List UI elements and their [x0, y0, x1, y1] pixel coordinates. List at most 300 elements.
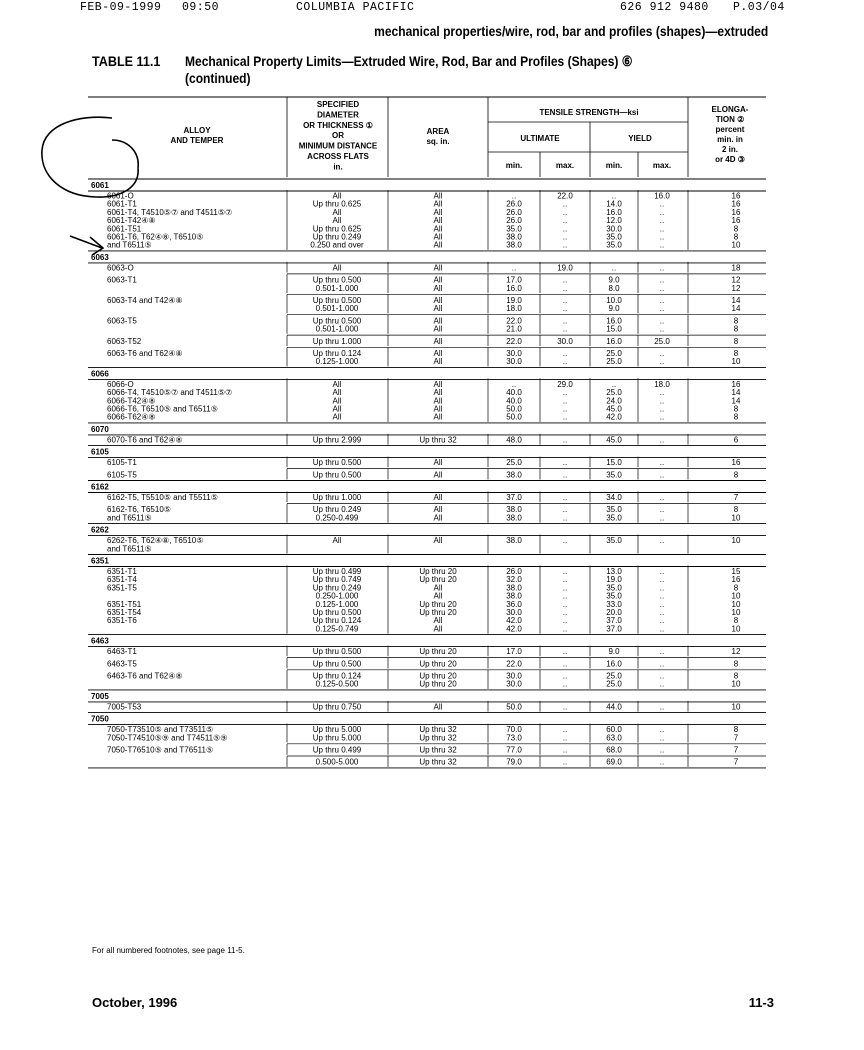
row-elongation: 8 [733, 349, 739, 358]
row-ultimate-max: .. [562, 470, 568, 480]
row-yield-max: .. [659, 745, 665, 755]
header-elongation-text: TION ② [715, 115, 745, 124]
row-elongation: 8 [733, 336, 739, 346]
row-yield-max: .. [659, 733, 665, 743]
row-ultimate-min: 42.0 [506, 616, 522, 626]
row-area: Up thru 20 [419, 567, 457, 576]
row-ultimate-max: .. [562, 316, 568, 326]
row-diameter: Up thru 1.000 [312, 336, 362, 346]
row-ultimate-max: .. [562, 404, 568, 414]
row-ultimate-min: 48.0 [506, 435, 522, 445]
row-elongation: 12 [731, 647, 741, 657]
row-ultimate-min: .. [511, 191, 517, 201]
header-area-text: AREA [426, 127, 450, 136]
row-yield-min: 35.0 [606, 240, 622, 250]
fax-phone: 626 912 9480 [620, 1, 709, 14]
row-diameter: Up thru 0.249 [312, 232, 362, 242]
row-yield-max: .. [659, 296, 665, 305]
row-ultimate-min: 50.0 [506, 404, 522, 414]
row-ultimate-min: 30.0 [506, 357, 522, 367]
row-diameter: Up thru 0.249 [312, 505, 362, 515]
row-alloy: 7050-T73510⑤ and T73511⑤ [107, 725, 214, 735]
section-title: 6063 [91, 252, 109, 262]
row-area: All [433, 336, 443, 346]
row-diameter: All [332, 207, 342, 217]
row-elongation: 12 [731, 283, 741, 293]
header-diameter-text: in. [333, 162, 343, 172]
row-ultimate-max: .. [562, 757, 568, 767]
footnote: For all numbered footnotes, see page 11-5. [92, 946, 245, 955]
row-alloy: 6162-T5, T5510⑤ and T5511⑤ [107, 493, 218, 502]
row-ultimate-max: 29.0 [557, 379, 573, 389]
header-elongation-text: ELONGA- [711, 105, 749, 114]
table-title-line-1: Mechanical Property Limits—Extruded Wire, Rod, Bar and Profiles (Shapes) ⑥ [185, 53, 633, 69]
row-diameter: Up thru 0.500 [312, 470, 362, 480]
row-alloy: 6061-T1 [107, 199, 137, 209]
row-elongation: 14 [731, 396, 741, 406]
row-elongation: 16 [731, 458, 741, 468]
row-elongation: 16 [731, 191, 741, 201]
row-yield-min: 8.0 [608, 283, 620, 293]
row-ultimate-min: 38.0 [506, 513, 522, 523]
row-ultimate-max: 19.0 [557, 263, 573, 273]
row-diameter: Up thru 5.000 [312, 733, 362, 743]
row-area: Up thru 20 [419, 647, 457, 657]
row-diameter: 0.501-1.000 [315, 304, 359, 314]
section-title: 6351 [91, 556, 109, 566]
row-alloy: 6351-T54 [107, 608, 142, 617]
row-alloy: 6463-T5 [107, 659, 137, 669]
row-alloy: 6162-T6, T6510⑤ [107, 505, 171, 515]
row-area: All [433, 536, 443, 546]
row-ultimate-max: .. [562, 659, 568, 669]
row-ultimate-min: 77.0 [506, 745, 522, 755]
row-yield-min: 45.0 [606, 404, 622, 414]
row-elongation: 8 [733, 412, 739, 422]
row-alloy: 6105-T5 [107, 470, 137, 480]
row-diameter: Up thru 0.750 [312, 702, 362, 712]
row-yield-min: 37.0 [606, 616, 622, 626]
row-yield-max: .. [659, 224, 665, 234]
row-ultimate-min: 30.0 [506, 349, 522, 358]
row-diameter: Up thru 0.124 [312, 671, 362, 681]
row-yield-max: .. [659, 647, 665, 657]
row-yield-max: .. [659, 599, 665, 609]
row-yield-min: 14.0 [606, 199, 622, 209]
row-ultimate-min: 26.0 [506, 216, 522, 226]
row-yield-max: .. [659, 567, 665, 576]
row-elongation: 16 [731, 216, 741, 226]
header-area-text: sq. in. [426, 137, 450, 146]
row-alloy: 6066-T42④⑧ [107, 396, 156, 406]
header-alloy-text: ALLOY [183, 126, 211, 135]
row-yield-min: 35.0 [606, 591, 622, 601]
row-ultimate-min: 36.0 [506, 599, 522, 609]
fax-date: FEB-09-1999 [80, 1, 162, 14]
row-ultimate-min: .. [511, 263, 517, 273]
row-yield-max: 25.0 [654, 336, 670, 346]
row-yield-max: .. [659, 702, 665, 712]
row-ultimate-max: .. [562, 513, 568, 523]
row-alloy: 7005-T53 [107, 702, 142, 712]
row-ultimate-max: .. [562, 733, 568, 743]
header-ultimate: ULTIMATE [520, 134, 560, 143]
header-diameter-text: SPECIFIED [316, 100, 360, 109]
row-elongation: 8 [733, 725, 739, 735]
row-diameter: 0.501-1.000 [315, 324, 359, 334]
row-area: All [433, 199, 443, 209]
row-yield-max: .. [659, 513, 665, 523]
row-elongation: 7 [733, 745, 739, 755]
row-ultimate-max: .. [562, 702, 568, 712]
row-ultimate-max: .. [562, 216, 568, 226]
row-yield-min: 25.0 [606, 388, 622, 398]
row-ultimate-max: .. [562, 283, 568, 293]
row-elongation: 7 [733, 493, 739, 502]
row-diameter: All [332, 396, 342, 406]
row-ultimate-min: 50.0 [506, 702, 522, 712]
row-yield-min: 37.0 [606, 624, 622, 634]
row-yield-max: .. [659, 263, 665, 273]
row-alloy: 6351-T51 [107, 599, 142, 609]
row-diameter: Up thru 0.500 [312, 659, 362, 669]
row-elongation: 10 [731, 624, 741, 634]
row-ultimate-max: .. [562, 224, 568, 234]
row-area: All [433, 216, 443, 226]
row-yield-min: 35.0 [606, 232, 622, 242]
row-diameter: Up thru 0.749 [312, 575, 362, 585]
row-elongation: 18 [731, 263, 741, 273]
row-elongation: 10 [731, 599, 741, 609]
row-yield-min: 35.0 [606, 470, 622, 480]
row-yield-min: 16.0 [606, 207, 622, 217]
row-elongation: 10 [731, 513, 741, 523]
row-ultimate-max: .. [562, 207, 568, 217]
row-elongation: 10 [731, 591, 741, 601]
row-area: All [433, 207, 443, 217]
row-area: All [433, 583, 443, 593]
row-ultimate-max: .. [562, 458, 568, 468]
row-ultimate-max: .. [562, 567, 568, 576]
row-ultimate-min: 38.0 [506, 505, 522, 515]
row-elongation: 14 [731, 296, 741, 305]
row-elongation: 8 [733, 470, 739, 480]
row-yield-min: 24.0 [606, 396, 622, 406]
row-ultimate-max: .. [562, 232, 568, 242]
table-number: TABLE 11.1 [92, 53, 161, 69]
row-diameter: Up thru 0.500 [312, 296, 362, 305]
row-ultimate-min: 22.0 [506, 336, 522, 346]
row-ultimate-max: .. [562, 536, 568, 546]
row-alloy: 6066-T4, T4510⑤⑦ and T4511⑤⑦ [107, 388, 233, 398]
row-elongation: 10 [731, 702, 741, 712]
row-ultimate-max: .. [562, 357, 568, 367]
section-title: 6105 [91, 447, 109, 457]
row-ultimate-min: .. [511, 379, 517, 389]
section-title: 6070 [91, 424, 109, 434]
row-yield-min: 9.0 [608, 275, 620, 285]
row-ultimate-max: .. [562, 647, 568, 657]
header-alloy-text: AND TEMPER [170, 136, 224, 145]
row-yield-max: .. [659, 412, 665, 422]
row-alloy: 6463-T1 [107, 647, 137, 657]
row-alloy: 6463-T6 and T62④⑧ [107, 671, 183, 681]
row-alloy: 6063-T1 [107, 275, 137, 285]
row-yield-max: .. [659, 659, 665, 669]
row-yield-max: .. [659, 608, 665, 617]
row-ultimate-min: 79.0 [506, 757, 522, 767]
row-yield-max: .. [659, 207, 665, 217]
row-elongation: 10 [731, 240, 741, 250]
row-ultimate-max: .. [562, 679, 568, 689]
row-elongation: 8 [733, 224, 739, 234]
row-ultimate-min: 38.0 [506, 240, 522, 250]
row-area: All [433, 493, 443, 502]
row-yield-max: .. [659, 275, 665, 285]
row-elongation: 7 [733, 733, 739, 743]
row-elongation: 8 [733, 316, 739, 326]
row-area: All [433, 513, 443, 523]
row-yield-max: .. [659, 671, 665, 681]
row-yield-min: 9.0 [608, 647, 620, 657]
row-yield-min: 16.0 [606, 316, 622, 326]
row-diameter: Up thru 0.500 [312, 316, 362, 326]
table-title-line-2: (continued) [185, 70, 251, 86]
row-ultimate-max: .. [562, 505, 568, 515]
row-yield-max: 16.0 [654, 191, 670, 201]
row-area: Up thru 20 [419, 671, 457, 681]
row-diameter: Up thru 0.500 [312, 608, 362, 617]
row-elongation: 6 [733, 435, 739, 445]
row-area: All [433, 316, 443, 326]
row-ultimate-min: 37.0 [506, 493, 522, 502]
row-area: All [433, 349, 443, 358]
row-yield-max: .. [659, 458, 665, 468]
row-diameter: Up thru 1.000 [312, 493, 362, 502]
row-diameter: All [332, 216, 342, 226]
header-elongation-text: min. in [717, 135, 743, 144]
row-area: All [433, 357, 443, 367]
row-yield-min: 15.0 [606, 458, 622, 468]
row-alloy: 6061-T6, T62④⑧, T6510⑤ [107, 232, 204, 242]
row-alloy: and T6511⑤ [107, 513, 152, 523]
section-title: 6463 [91, 636, 109, 646]
row-ultimate-min: 38.0 [506, 536, 522, 546]
row-elongation: 15 [731, 567, 741, 576]
row-area: Up thru 32 [419, 725, 457, 735]
row-ultimate-min: 40.0 [506, 388, 522, 398]
row-diameter: Up thru 2.999 [312, 435, 362, 445]
row-yield-min: 35.0 [606, 583, 622, 593]
running-head: mechanical properties/wire, rod, bar and profiles (shapes)—extruded [373, 23, 768, 39]
row-yield-min: 19.0 [606, 575, 622, 585]
row-yield-max: .. [659, 349, 665, 358]
row-yield-min: 25.0 [606, 671, 622, 681]
row-area: All [433, 505, 443, 515]
row-ultimate-min: 22.0 [506, 316, 522, 326]
header-elongation-text: percent [715, 125, 745, 134]
header-diameter-text: OR [332, 131, 344, 141]
fax-time: 09:50 [182, 1, 220, 14]
row-diameter: All [332, 412, 342, 422]
section-title: 6262 [91, 525, 109, 535]
row-ultimate-min: 18.0 [506, 304, 522, 314]
row-elongation: 8 [733, 324, 739, 334]
row-diameter: 0.125-0.749 [315, 624, 359, 634]
row-yield-max: .. [659, 536, 665, 546]
row-area: All [433, 263, 443, 273]
header-diameter-text: DIAMETER [317, 110, 359, 120]
row-yield-max: .. [659, 725, 665, 735]
row-elongation: 14 [731, 304, 741, 314]
header-elongation-text: 2 in. [721, 145, 739, 154]
row-ultimate-min: 38.0 [506, 591, 522, 601]
row-elongation: 8 [733, 232, 739, 242]
row-diameter: All [332, 404, 342, 414]
row-diameter: 0.500-5.000 [315, 757, 359, 767]
row-area: All [433, 240, 443, 250]
row-area: Up thru 32 [419, 745, 457, 755]
row-diameter: 0.250-1.000 [315, 591, 359, 601]
row-yield-min: 25.0 [606, 357, 622, 367]
row-elongation: 14 [731, 388, 741, 398]
row-ultimate-min: 32.0 [506, 575, 522, 585]
section-title: 6066 [91, 369, 109, 379]
row-yield-min: .. [611, 191, 617, 201]
row-area: All [433, 702, 443, 712]
row-yield-max: .. [659, 316, 665, 326]
header-ultimate-min: min. [505, 161, 523, 170]
row-area: All [433, 616, 443, 626]
row-area: Up thru 32 [419, 435, 457, 445]
row-ultimate-min: 16.0 [506, 283, 522, 293]
row-diameter: Up thru 0.500 [312, 458, 362, 468]
row-yield-max: .. [659, 470, 665, 480]
row-yield-min: 35.0 [606, 536, 622, 546]
row-yield-max: .. [659, 591, 665, 601]
row-diameter: 0.125-1.000 [315, 599, 359, 609]
row-alloy: 6066-T62④⑧ [107, 412, 156, 422]
row-alloy: 6262-T6, T62④⑧, T6510⑤ [107, 536, 204, 546]
row-elongation: 8 [733, 505, 739, 515]
row-diameter: Up thru 5.000 [312, 725, 362, 735]
row-yield-max: .. [659, 624, 665, 634]
row-ultimate-max: 30.0 [557, 336, 573, 346]
row-diameter: 0.125-0.500 [315, 679, 359, 689]
row-area: All [433, 296, 443, 305]
row-ultimate-min: 50.0 [506, 412, 522, 422]
row-yield-max: .. [659, 304, 665, 314]
row-alloy: and T6511⑤ [107, 544, 152, 554]
row-yield-max: 18.0 [654, 379, 670, 389]
row-diameter: All [332, 536, 342, 546]
row-elongation: 10 [731, 536, 741, 546]
row-alloy: 6351-T1 [107, 567, 137, 576]
row-area: All [433, 224, 443, 234]
row-diameter: Up thru 0.499 [312, 567, 362, 576]
row-yield-max: .. [659, 283, 665, 293]
row-alloy: 6063-O [107, 263, 134, 273]
row-elongation: 16 [731, 207, 741, 217]
row-area: All [433, 591, 443, 601]
row-yield-min: 25.0 [606, 679, 622, 689]
row-yield-min: .. [611, 379, 617, 389]
row-yield-min: 45.0 [606, 435, 622, 445]
row-area: Up thru 20 [419, 679, 457, 689]
row-area: All [433, 283, 443, 293]
row-alloy: 7050-T76510⑤ and T76511⑤ [107, 745, 214, 755]
row-elongation: 16 [731, 575, 741, 585]
header-tensile-strength: TENSILE STRENGTH—ksi [539, 108, 639, 117]
row-ultimate-max: .. [562, 624, 568, 634]
row-ultimate-min: 26.0 [506, 199, 522, 209]
row-alloy: 6070-T6 and T62④⑧ [107, 435, 183, 445]
row-ultimate-max: .. [562, 493, 568, 502]
header-yield-max: max. [652, 161, 672, 170]
row-alloy: 6061-T42④⑧ [107, 216, 156, 226]
row-diameter: Up thru 0.499 [312, 745, 362, 755]
row-ultimate-min: 30.0 [506, 671, 522, 681]
row-ultimate-max: .. [562, 324, 568, 334]
row-ultimate-max: .. [562, 388, 568, 398]
row-yield-min: 20.0 [606, 608, 622, 617]
row-yield-max: .. [659, 435, 665, 445]
row-elongation: 7 [733, 757, 739, 767]
row-area: All [433, 404, 443, 414]
row-alloy: 6063-T6 and T62④⑧ [107, 349, 183, 358]
row-area: All [433, 624, 443, 634]
row-alloy: 6351-T4 [107, 575, 137, 585]
row-area: Up thru 20 [419, 575, 457, 585]
row-yield-max: .. [659, 396, 665, 406]
row-ultimate-max: .. [562, 725, 568, 735]
header-diameter-text: OR THICKNESS ① [303, 120, 373, 130]
row-yield-min: 63.0 [606, 733, 622, 743]
row-alloy: 6063-T5 [107, 316, 137, 326]
row-ultimate-max: .. [562, 304, 568, 314]
row-yield-max: .. [659, 583, 665, 593]
row-yield-min: 60.0 [606, 725, 622, 735]
row-ultimate-min: 30.0 [506, 608, 522, 617]
row-ultimate-max: .. [562, 745, 568, 755]
row-yield-min: 33.0 [606, 599, 622, 609]
section-title: 6061 [91, 181, 109, 190]
row-area: All [433, 396, 443, 406]
row-yield-min: 35.0 [606, 513, 622, 523]
section-title: 6162 [91, 482, 109, 492]
row-area: Up thru 20 [419, 599, 457, 609]
row-yield-max: .. [659, 324, 665, 334]
row-ultimate-min: 17.0 [506, 275, 522, 285]
row-ultimate-min: 38.0 [506, 232, 522, 242]
section-title: 7005 [91, 691, 109, 701]
row-ultimate-min: 25.0 [506, 458, 522, 468]
row-elongation: 8 [733, 671, 739, 681]
row-ultimate-max: .. [562, 349, 568, 358]
row-yield-min: 30.0 [606, 224, 622, 234]
row-ultimate-max: .. [562, 199, 568, 209]
row-elongation: 8 [733, 404, 739, 414]
row-area: All [433, 275, 443, 285]
row-ultimate-max: .. [562, 240, 568, 250]
row-ultimate-max: .. [562, 435, 568, 445]
row-diameter: All [332, 388, 342, 398]
row-yield-max: .. [659, 388, 665, 398]
row-area: All [433, 191, 443, 201]
row-ultimate-min: 38.0 [506, 583, 522, 593]
fax-page: P.03/04 [733, 1, 785, 14]
row-yield-min: 13.0 [606, 567, 622, 576]
